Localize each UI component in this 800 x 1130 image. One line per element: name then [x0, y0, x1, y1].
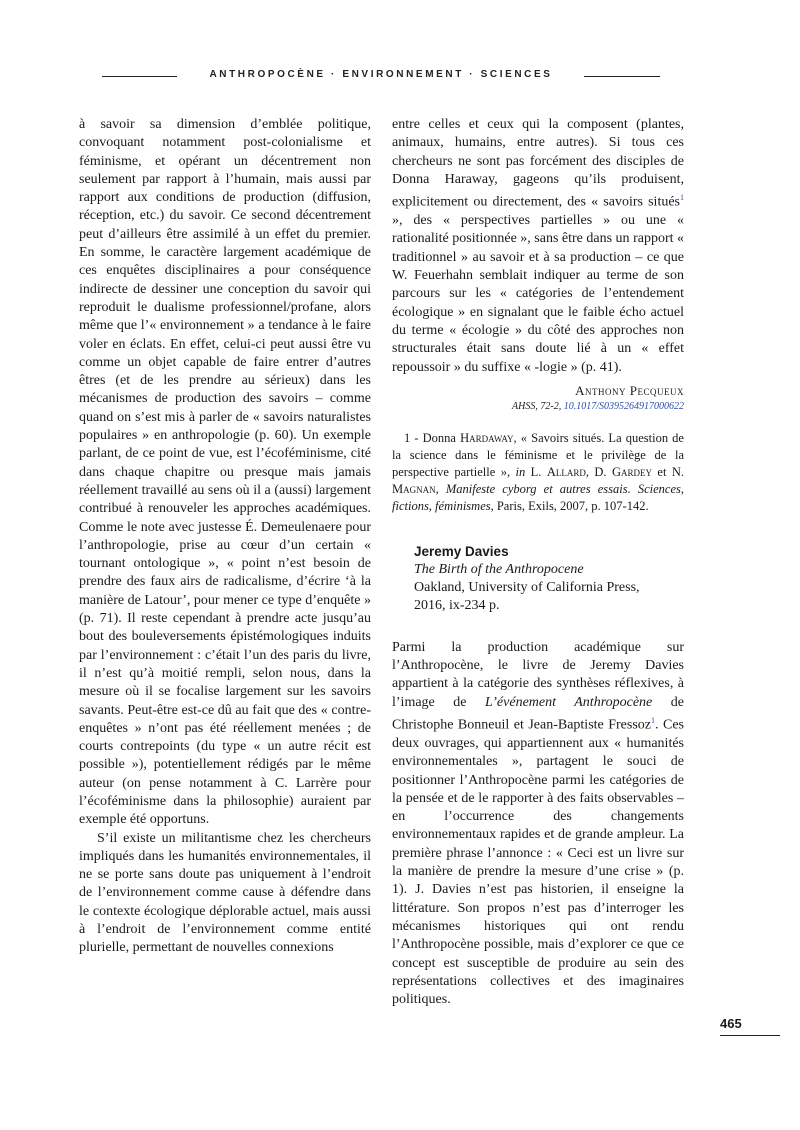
- running-head: ANTHROPOCÈNE · ENVIRONNEMENT · SCIENCES: [209, 69, 553, 80]
- doi-link[interactable]: 10.1017/S0395264917000622: [563, 400, 684, 412]
- body-paragraph: Parmi la production académique sur l’Anthropocène, le livre de Jeremy Davies appartient à la catégorie des synthèses réflexives, à l’image de L’événement Anthropocène de Christophe Bonneuil et Jean-Baptiste Fressoz$^1$. Ces deux ouvrages, qui appartiennent aux « humanités environnementales », partagent le souci de positionner l’Anthropocène parmi les catégories de la pensée et de le rapporter à des faits observables – en l’occurrence des changements environnementaux rapides et de grande ampleur. La première phrase l’annonce : « Ceci est un livre sur la manière de prendre la mesure d’une crise » (p. 1). J. Davies n’est pas historien, il enseigne la littérature. Son propos n’est pas d’interroger les mécanismes historiques qui ont rendu l’Anthropocène possible, mais d’explorer ce que ce concept est susceptible de produire au sein des représentations collectives et des imaginaires politiques.: [392, 639, 684, 1008]
- book-reference: [414, 543, 684, 615]
- book-details: 2016, ix-234 p.: [414, 597, 500, 613]
- review-reference: AHSS, 72-2, 10.1017/S0395264917000622: [512, 400, 684, 412]
- footnote-ref[interactable]: 1: [680, 193, 684, 203]
- header-rule-left: [102, 76, 177, 77]
- review-author-signature: Anthony Pecqueux: [575, 382, 684, 398]
- right-column: [392, 116, 684, 1009]
- page-number-rule: [720, 1035, 780, 1036]
- left-column: [79, 116, 371, 958]
- body-paragraph: à savoir sa dimension d’emblée politique, convoquant notamment post-colonialisme et féminisme, et opérant un décentrement non seulement par rapport à l’humain, mais aussi par rapport aux conditions de production (diffusion, réception, etc.) du savoir. Ce second décentrement peut d’ailleurs être assimilé à un effet du premier. En somme, le caractère largement académique de ces enquêtes disciplinaires a pour conséquence indirecte de dessiner une conception du savoir qui reproduit le dualisme professionnel/profane, alors même que l’« environnement » a tendance à le faire voler en éclats. En effet, celui-ci peut aussi être vu comme un objet capable de faire entrer d’autres êtres (et de les prendre au sérieux) dans les mécanismes de production des savoirs – comme quand on s’est mis à parler de « savoirs naturalistes populaires » en anthropologie (p. 60). Un exemple parlant, de ce point de vue, est l’écoféminisme, cité dans chaque chapitre ou presque mais jamais réellement travaillé au sens où il a (aussi) largement contribué à renouveler les approches académiques. Comme le note avec justesse É. Demeulenaere pour l’anthropologie, prise au cœur d’un certain « tournant ontologique », « point n’est besoin de prendre des faux airs de radicalisme, d’écrire ‘à la manière de Latour’, pour mener ce type d’enquête » (p. 71). Il reste cependant à prendre acte jusqu’au bout des bouleversements épistémologiques induits par l’environnement : c’était l’un des paris du livre, il n’est qu’à moitié rempli, selon nous, dans la mesure où il se focalise largement sur les savoirs savants. Peut-être est-ce dû au fait que des « contre-enquêtes » n’ont pas été réellement menées ; de courts contrepoints (du type « un autre récit est possible »), potentiellement rédigés par le même auteur (on pense notamment à C. Larrère pour l’écoféminisme dans la philosophie) auraient par exemple été opportuns.: [79, 117, 371, 828]
- page-number: 465: [720, 1016, 742, 1031]
- body-paragraph: S’il existe un militantisme chez les chercheurs impliqués dans les humanités environnementales, il ne se porte sans doute pas uniquement à l’endroit de l’environnement comme cause à défendre dans le contexte écologique déplorable actuel, mais aussi à l’endroit de l’environnement comme entité plurielle, permettant de nouvelles connexions: [79, 830, 371, 956]
- book-author: Jeremy Davies: [414, 543, 509, 559]
- header-rule-right: [584, 76, 660, 77]
- body-paragraph: entre celles et ceux qui la composent (plantes, animaux, humains, entre autres). Si tous ces chercheurs ne sont pas forcément des disciples de Donna Haraway, gageons qu’ils produisent, explicitement ou directement, des « savoirs situés$^1$ », des « perspectives partielles » ou une « rationalité positionnée », sans être dans un rapport « traditionnel » au savoir et à sa production – ce que W. Feuerhahn semblait indiquer au terme de son parcours sur les « catégories de l’entendement écologique » en signalant que le faible écho actuel du terme « écologie » du côté des approches non structurales était sans doute lié à un « effet repoussoir » du suffixe « -logie » (p. 41).: [392, 117, 684, 375]
- footnote-ref[interactable]: 1: [651, 716, 656, 725]
- book-publisher: Oakland, University of California Press,: [414, 579, 640, 595]
- footnote: 1 - Donna Hardaway, « Savoirs situés. La question de la science dans le féminisme et le privilège de la perspective partielle », in L. Allard, D. Gardey et N. Magnan, Manifeste cyborg et autres essais. Sciences, fictions, féminismes, Paris, Exils, 2007, p. 107-142.: [392, 430, 684, 513]
- book-title: The Birth of the Anthropocene: [414, 561, 584, 577]
